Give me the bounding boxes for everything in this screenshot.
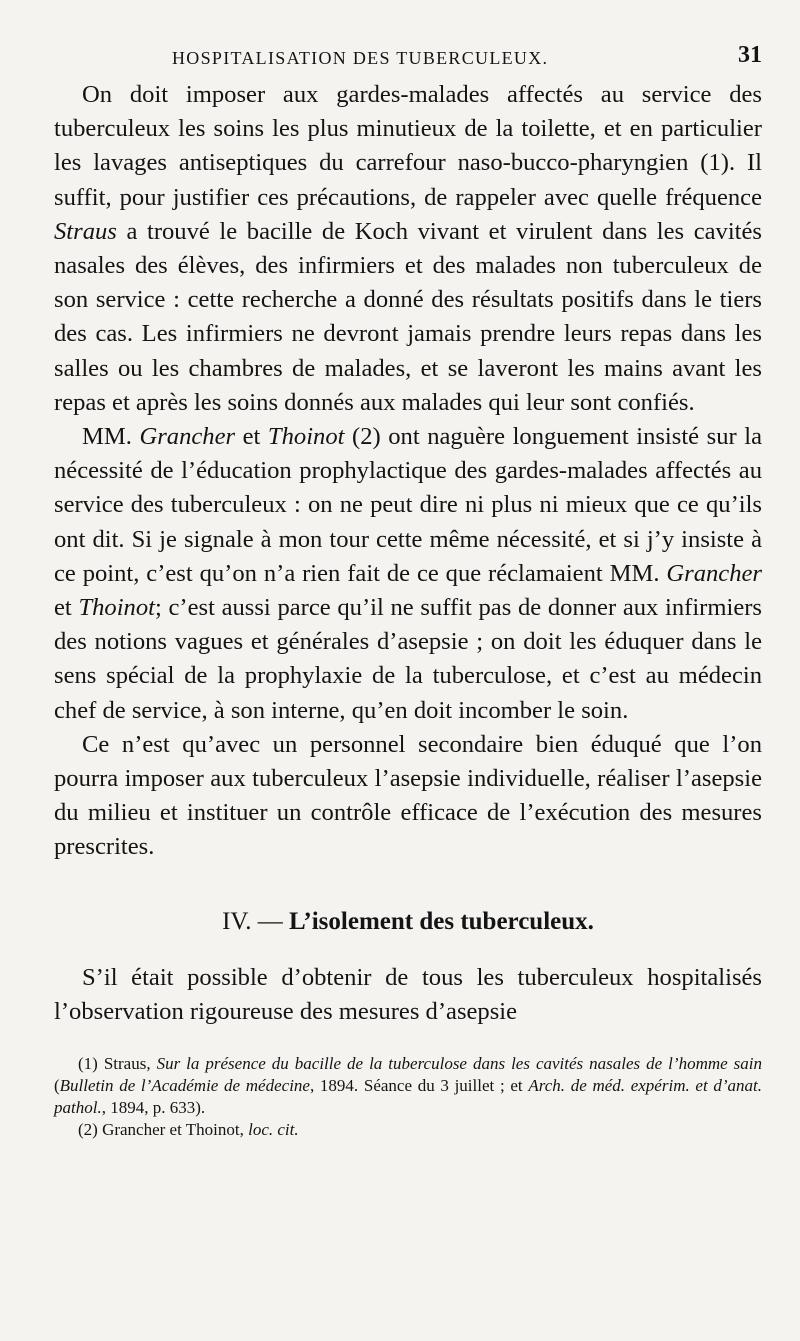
body-text <box>54 78 762 1029</box>
footnotes <box>54 1053 762 1141</box>
paragraph-2-text-b: et <box>235 423 268 451</box>
footnote-1-text-d: , 1894, p. 633). <box>101 1098 206 1118</box>
footnote-1-title: Sur la présence du bacille de la tuberculose dans les cavités nasales de l’homme sain <box>156 1054 762 1074</box>
author-grancher-2: Grancher <box>666 559 762 587</box>
paragraph-1 <box>54 78 762 420</box>
paragraph-2-text-a: MM. <box>82 423 140 451</box>
paragraph-2-text-d: et <box>54 594 79 622</box>
paragraph-2 <box>54 420 762 728</box>
footnote-1-text-a: (1) Straus, <box>78 1054 157 1074</box>
paragraph-2-text-c: (2) ont naguère longuement insisté sur la nécessité de l’éducation prophylactique des gardes-malades affectés au service des tuberculeux : on ne peut dire ni plus ni mieux que ce qu’ils ont dit. Si je signale à mon tour cette même nécessité, et si j’y insiste à ce point, c’est qu’on n’a rien fait de ce que réclamaient MM. <box>54 423 762 587</box>
page-number: 31 <box>738 42 762 68</box>
page-header <box>54 38 762 78</box>
footnote-1 <box>54 1053 762 1119</box>
footnote-1-text-b: ( <box>54 1076 60 1096</box>
section-heading <box>54 905 762 939</box>
section-numeral: IV. — <box>222 907 290 935</box>
author-thoinot: Thoinot <box>267 423 345 451</box>
author-grancher: Grancher <box>139 423 236 451</box>
footnote-2-loc-cit: loc. cit. <box>248 1120 299 1140</box>
author-thoinot-2: Thoinot <box>78 594 155 622</box>
paragraph-1-text-a: On doit imposer aux gardes-malades affectés au service des tuberculeux les soins les plus minutieux de la toilette, et en particulier les lavages antiseptiques du carrefour naso-bucco-pharyngien (1). Il suffit, pour justifier ces précautions, de rappeler avec quelle fréquence <box>54 81 762 211</box>
author-straus: Straus <box>54 217 117 245</box>
paragraph-3: Ce n’est qu’avec un personnel secondaire bien éduqué que l’on pourra imposer aux tuberculeux l’asepsie individuelle, réaliser l’asepsie du milieu et instituer un contrôle efficace de l’exécution des mesures prescrites. <box>54 730 762 861</box>
paragraph-4: S’il était possible d’obtenir de tous les tuberculeux hospitalisés l’observation rigoureuse des mesures d’asepsie <box>54 963 762 1025</box>
footnote-1-text-c: , 1894. Séance du 3 juillet ; et <box>309 1076 529 1096</box>
footnote-1-journal: Bulletin de l’Académie de médecine <box>59 1076 310 1096</box>
footnote-2-text-a: (2) Grancher et Thoinot, <box>78 1120 249 1140</box>
footnote-1-journal-2: Arch. de méd. expérim. et d’anat. pathol. <box>54 1076 763 1118</box>
section-title: L’isolement des tuberculeux. <box>289 907 594 935</box>
paragraph-2-text-e: ; c’est aussi parce qu’il ne suffit pas de donner aux infirmiers des notions vagues et générales d’asepsie ; on doit les éduquer dans le sens spécial de la prophylaxie de la tuberculose, et c’est au médecin chef de service, à son interne, qu’en doit incomber le soin. <box>54 594 762 724</box>
running-title: HOSPITALISATION DES TUBERCULEUX. <box>172 48 549 68</box>
paragraph-1-text-b: a trouvé le bacille de Koch vivant et virulent dans les cavités nasales des élèves, des infirmiers et des malades non tuberculeux de son service : cette recherche a donné des résultats positifs dans le tiers des cas. Les infirmiers ne devront jamais prendre leurs repas dans les salles ou les chambres de malades, et se laveront les mains avant les repas et après les soins donnés aux malades qui leur sont confiés. <box>54 217 762 416</box>
footnote-2 <box>54 1119 762 1141</box>
